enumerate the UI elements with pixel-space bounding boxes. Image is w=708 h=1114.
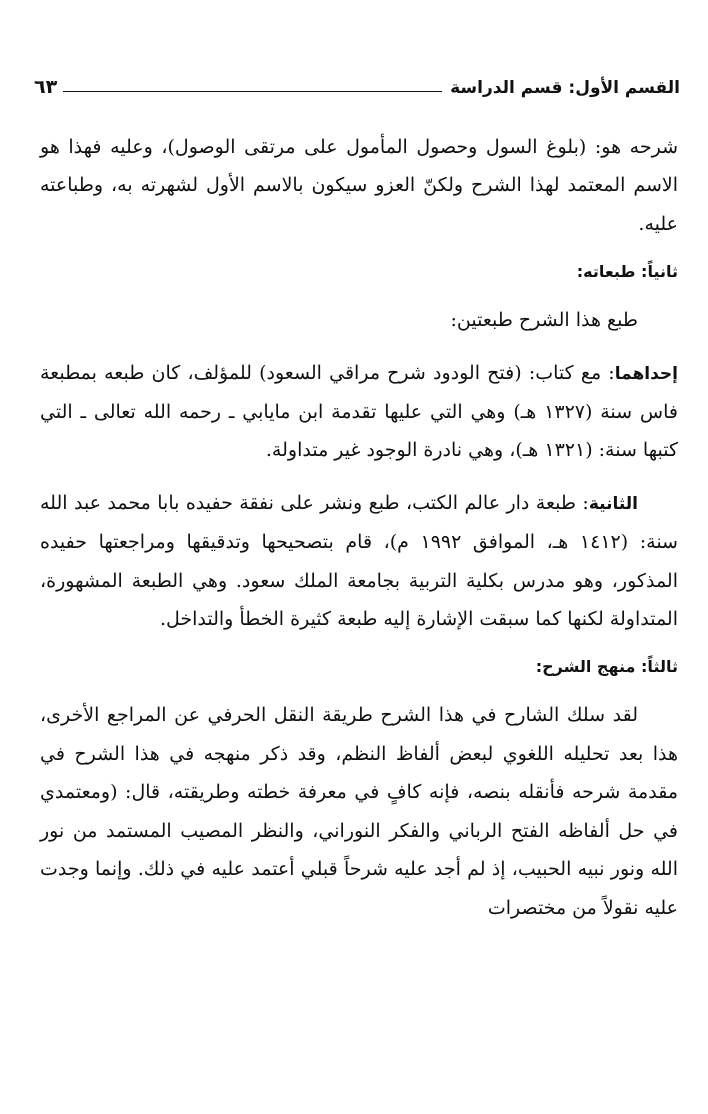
- second-edition-text: : طبعة دار عالم الكتب، طبع ونشر على نفقة حفيده بابا محمد عبد الله سنة: (١٤١٢ هـ، الموافق ١٩٩٢ م)، قام بتصحيحها وتدقيقها ومراجعتها حفيده المذكور، وهو مدرس بكلية التربية بجامعة الملك سعود. وهي الطبعة المشهورة، المتداولة لكنها كما سبقت الإشارة إليه طبعة كثيرة الخطأ والتداخل.: [40, 491, 678, 631]
- running-header: [34, 64, 680, 98]
- header-rule: [63, 91, 442, 92]
- section-heading-editions: ثانياً: طبعاته:: [576, 262, 678, 282]
- paragraph-method: لقد سلك الشارح في هذا الشرح طريقة النقل الحرفي عن المراجع الأخرى، هذا بعد تحليله اللغوي لبعض ألفاظ النظم، وقد ذكر منهجه في هذا الشرح في مقدمة شرحه فأنقله بنصه، فإنه كافٍ في معرفة خطته وطريقته، قال: (ومعتمدي في حل ألفاظه الفتح الرباني والفكر النوراني، والنظر المصيب المستمد من نور الله ونور نبيه الحبيب، إذ لم أجد عليه شرحاً قبلي أعتمد عليه في ذلك. وإنما وجدت عليه نقولاً من مختصرات: [40, 704, 678, 919]
- spacer: [40, 287, 678, 301]
- body-text: [40, 128, 678, 927]
- spacer: [40, 340, 678, 354]
- paragraph-title-note: شرحه هو: (بلوغ السول وحصول المأمول على مرتقى الوصول)، وعليه فهذا هو الاسم المعتمد لهذا الشرح ولكنّ العزو سيكون بالاسم الأول لشهرته به، وطباعته عليه.: [40, 136, 678, 235]
- spacer: [40, 638, 678, 652]
- running-title: القسم الأول: قسم الدراسة: [450, 78, 680, 98]
- paragraph-editions-intro: طبع هذا الشرح طبعتين:: [450, 309, 638, 332]
- page-number: ٦٣: [34, 76, 58, 98]
- first-edition-text: : مع كتاب: (فتح الودود شرح مراقي السعود) للمؤلف، كان طبعه بمطبعة فاس سنة (١٣٢٧ هـ) وهي التي عليها تقدمة ابن مايابي ـ رحمه الله تعالى ـ التي كتبها سنة: (١٣٢١ هـ)، وهي نادرة الوجود غير متداولة.: [40, 361, 678, 462]
- paragraph-second-edition: [40, 484, 678, 639]
- section-heading-method: ثالثاً: منهج الشرح:: [535, 657, 678, 677]
- spacer: [40, 470, 678, 484]
- second-edition-label: الثانية: [588, 493, 638, 514]
- first-edition-label: إحداهما: [614, 363, 678, 384]
- paragraph-first-edition: [40, 354, 678, 470]
- spacer: [40, 682, 678, 696]
- spacer: [40, 243, 678, 257]
